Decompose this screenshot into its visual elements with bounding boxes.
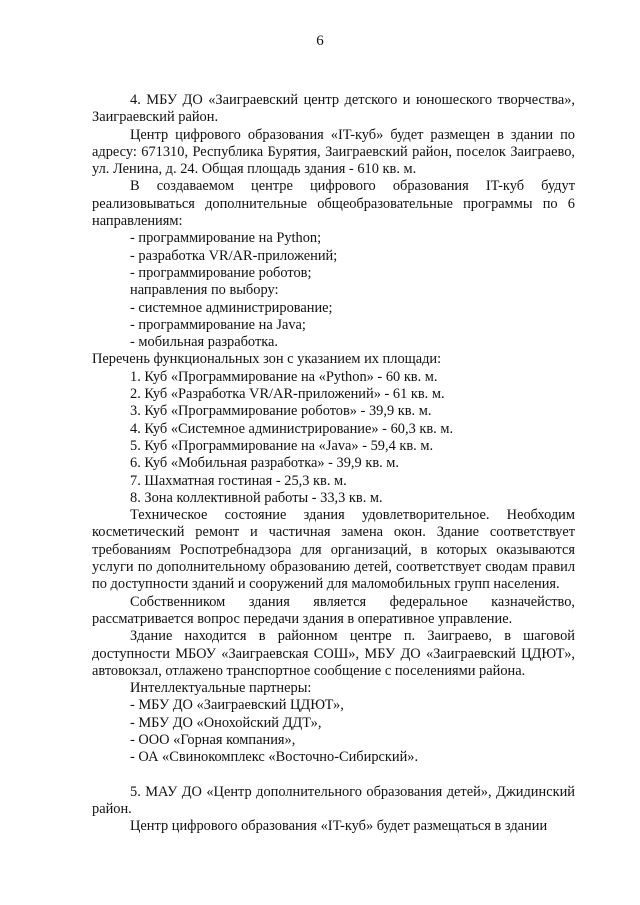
section-4-heading: 4. МБУ ДО «Заиграевский центр детского и юношеского творчества», Заиграевский район.	[92, 92, 575, 126]
zone-item: 1. Куб «Программирование на «Python» - 60 кв. м.	[130, 368, 438, 385]
building-owner: Собственником здания является федеральное казначейство, рассматривается вопрос передачи здания в оперативное управление.	[92, 593, 575, 627]
program-item: - системное администрирование;	[130, 299, 333, 316]
zone-item: 6. Куб «Мобильная разработка» - 39,9 кв. м.	[130, 455, 400, 472]
zone-item: 8. Зона коллективной работы - 33,3 кв. м.	[130, 489, 383, 506]
program-item: - программирование на Java;	[130, 316, 306, 333]
section-4-programs-intro: В создаваемом центре цифрового образования IT-куб будут реализовываться дополнительные общеобразовательные программы по 6 направлениям:	[92, 178, 575, 230]
program-item: - программирование на Python;	[130, 230, 322, 247]
optional-programs-label: направления по выбору:	[130, 282, 279, 299]
zone-item: 7. Шахматная гостиная - 25,3 кв. м.	[130, 472, 347, 489]
section-4-location: Центр цифрового образования «IT-куб» будет размещен в здании по адресу: 671310, Республика Бурятия, Заиграевский район, поселок Заиграево, ул. Ленина, д. 24. Общая площадь здания - 610 кв. м.	[92, 126, 575, 178]
zone-item: 2. Куб «Разработка VR/AR-приложений» - 61 кв. м.	[130, 386, 445, 403]
document-body	[92, 92, 575, 835]
partners-label: Интеллектуальные партнеры:	[130, 680, 312, 697]
zones-intro: Перечень функциональных зон с указанием их площади:	[92, 351, 442, 368]
partner-item: - МБУ ДО «Онохойский ДДТ»,	[130, 714, 322, 731]
partner-item: - ООО «Горная компания»,	[130, 731, 296, 748]
zone-item: 4. Куб «Системное администрирование» - 60,3 кв. м.	[130, 420, 454, 437]
section-spacer	[92, 767, 575, 784]
zone-item: 5. Куб «Программирование на «Java» - 59,4 кв. м.	[130, 437, 434, 454]
program-item: - программирование роботов;	[130, 264, 312, 281]
building-condition: Техническое состояние здания удовлетворительное. Необходим косметический ремонт и частичная замена окон. Здание соответствует требованиям Роспотребнадзора для организаций, в которых оказываются услуги по дополнительному образованию детей, соответствует сводам правил по доступности зданий и сооружений для маломобильных групп населения.	[92, 507, 575, 593]
page-number: 6	[316, 33, 324, 49]
section-5-location-start: Центр цифрового образования «IT-куб» будет размещаться в здании	[130, 818, 548, 835]
section-5-heading: 5. МАУ ДО «Центр дополнительного образования детей», Джидинский район.	[92, 783, 575, 817]
partner-item: - МБУ ДО «Заиграевский ЦДЮТ»,	[130, 697, 344, 714]
partner-item: - ОА «Свинокомплекс «Восточно-Сибирский».	[130, 749, 419, 766]
program-item: - разработка VR/AR-приложений;	[130, 247, 338, 264]
program-item: - мобильная разработка.	[130, 334, 278, 351]
building-access: Здание находится в районном центре п. Заиграево, в шаговой доступности МБОУ «Заиграевская СОШ», МБУ ДО «Заиграевский ЦДЮТ», автовокзал, отлажено транспортное сообщение с поселениями района.	[92, 628, 575, 679]
zone-item: 3. Куб «Программирование роботов» - 39,9 кв. м.	[130, 403, 432, 420]
